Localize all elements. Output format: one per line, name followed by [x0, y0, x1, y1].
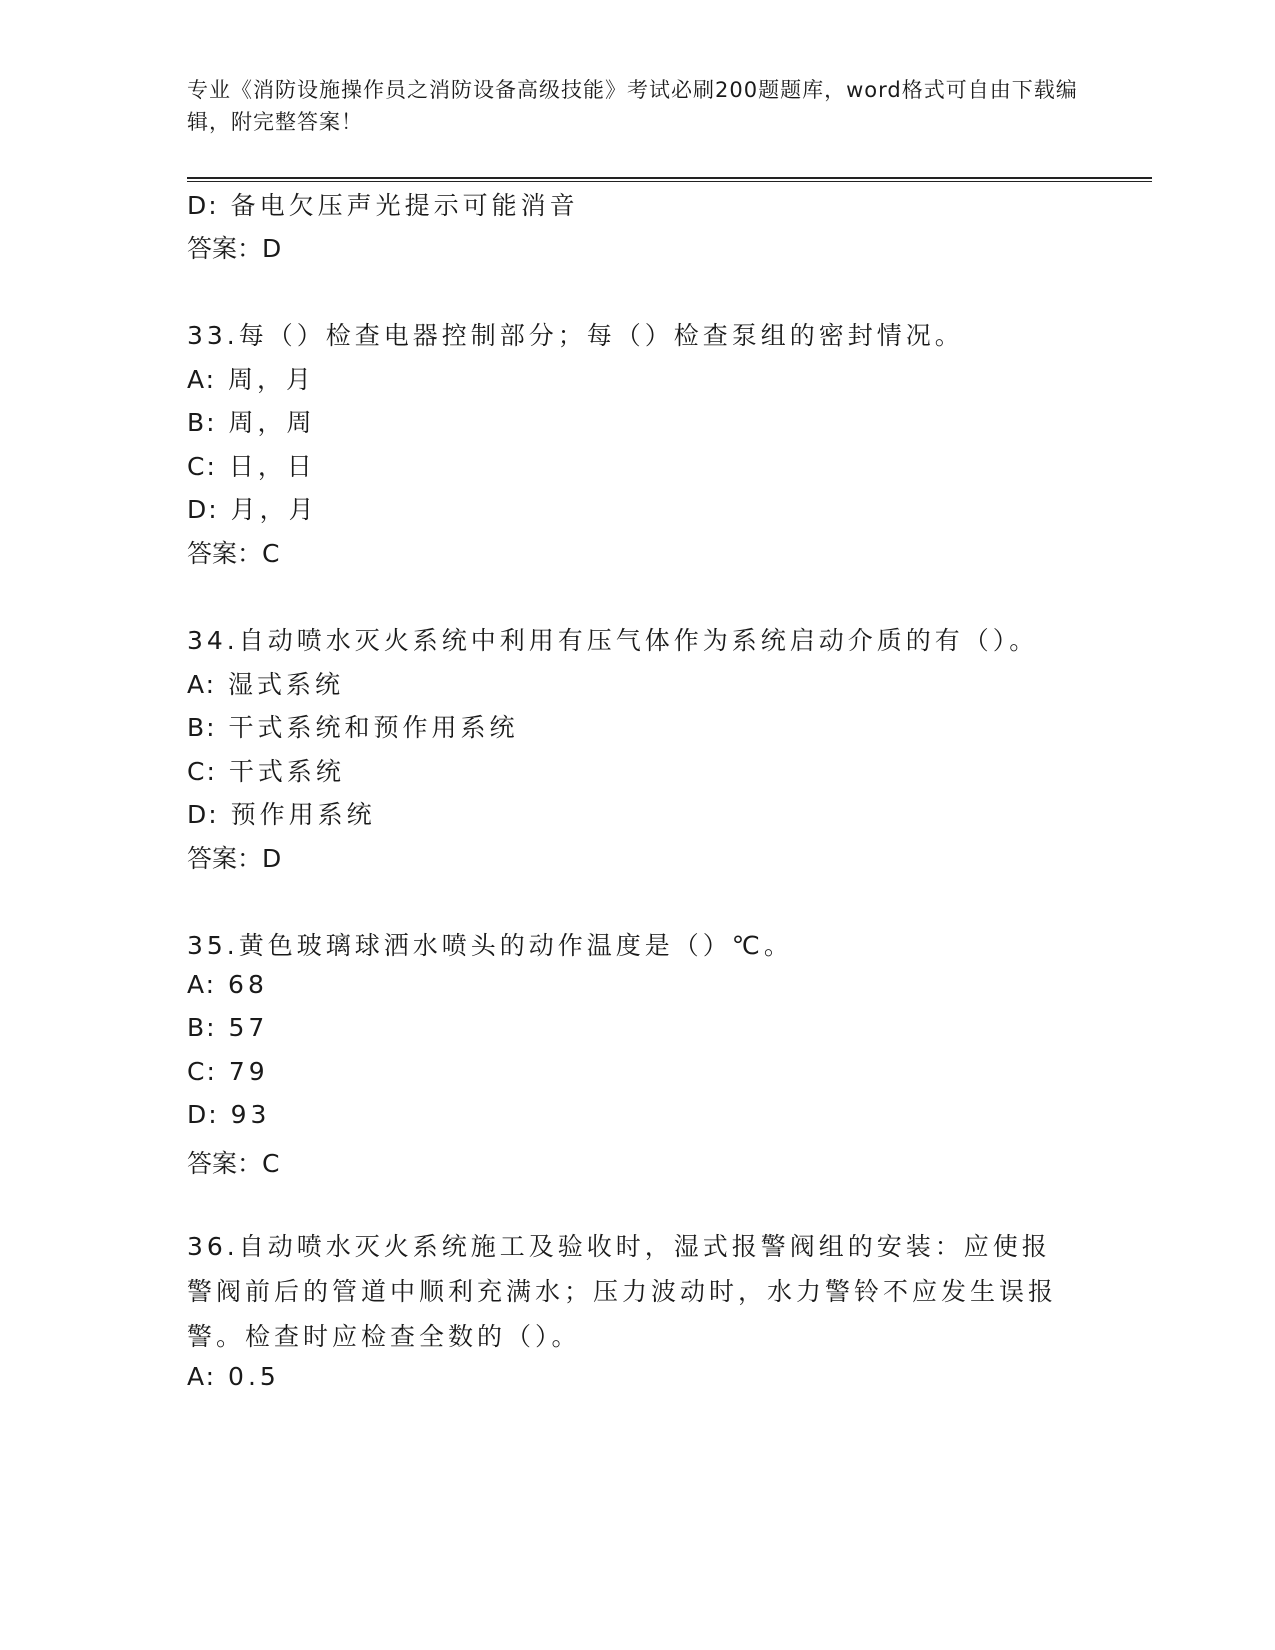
option-text: 周，月: [228, 365, 316, 394]
option-text: 0.5: [228, 1362, 280, 1391]
option-label: D:: [187, 191, 219, 220]
option-text: 月，月: [230, 495, 318, 524]
option-text: 日，日: [228, 452, 316, 481]
question-33-option-d: [187, 490, 318, 526]
option-label: C:: [187, 1057, 217, 1086]
question-34-option-a: [187, 665, 344, 701]
option-text: 93: [230, 1100, 271, 1129]
question-number: 36.: [187, 1232, 239, 1261]
header-divider: [187, 177, 1152, 182]
question-35-stem: [187, 926, 793, 962]
question-33-stem: [187, 316, 964, 352]
option-label: A:: [187, 1362, 217, 1391]
option-text: 周，周: [228, 408, 316, 437]
page-header: 专业《消防设施操作员之消防设备高级技能》考试必刷200题题库，word格式可自由下载编辑，附完整答案！: [187, 78, 1078, 134]
option-text: 预作用系统: [230, 800, 376, 829]
question-33-answer: 答案：C: [187, 539, 280, 568]
option-text: 干式系统和预作用系统: [228, 713, 519, 742]
question-36-option-a: [187, 1362, 280, 1391]
option-label: B:: [187, 408, 217, 437]
question-number: 34.: [187, 626, 239, 655]
question-34-option-b: [187, 708, 519, 744]
option-text: 68: [228, 970, 268, 999]
question-text: 每（）检查电器控制部分；每（）检查泵组的密封情况。: [238, 321, 964, 350]
question-text: 自动喷水灭火系统施工及验收时，湿式报警阀组的安装：应使报警阀前后的管道中顺利充满水；压力波动时，水力警铃不应发生误报警。检查时应检查全数的（）。: [187, 1232, 1058, 1351]
option-label: D:: [187, 800, 219, 829]
question-36-stem: [187, 1224, 1077, 1359]
question-35-option-b: [187, 1013, 268, 1042]
question-34-option-c: [187, 752, 345, 788]
question-34-answer: 答案：D: [187, 844, 282, 873]
question-33-option-c: [187, 447, 316, 483]
option-text: 备电欠压声光提示可能消音: [230, 191, 579, 220]
question-33-option-a: [187, 360, 315, 396]
question-35-option-d: [187, 1100, 270, 1129]
option-label: D:: [187, 495, 219, 524]
option-label: B:: [187, 1013, 217, 1042]
question-number: 35.: [187, 931, 239, 960]
prev-option-d: [187, 186, 579, 222]
option-label: B:: [187, 713, 217, 742]
option-text: 干式系统: [228, 757, 345, 786]
question-number: 33.: [187, 321, 239, 350]
question-35-option-c: [187, 1057, 269, 1086]
prev-answer: 答案：D: [187, 234, 282, 263]
option-text: 79: [228, 1057, 269, 1086]
option-label: D:: [187, 1100, 219, 1129]
option-label: C:: [187, 452, 217, 481]
question-34-option-d: [187, 795, 376, 831]
option-label: A:: [187, 670, 217, 699]
question-35-option-a: [187, 970, 268, 999]
option-text: 湿式系统: [228, 670, 345, 699]
question-35-answer: 答案：C: [187, 1149, 280, 1178]
question-33-option-b: [187, 403, 316, 439]
question-text: 黄色玻璃球洒水喷头的动作温度是（）℃。: [238, 931, 793, 960]
option-text: 57: [228, 1013, 269, 1042]
option-label: A:: [187, 365, 217, 394]
question-34-stem: [187, 621, 1038, 657]
question-text: 自动喷水灭火系统中利用有压气体作为系统启动介质的有（）。: [238, 626, 1039, 655]
option-label: C:: [187, 757, 217, 786]
option-label: A:: [187, 970, 217, 999]
